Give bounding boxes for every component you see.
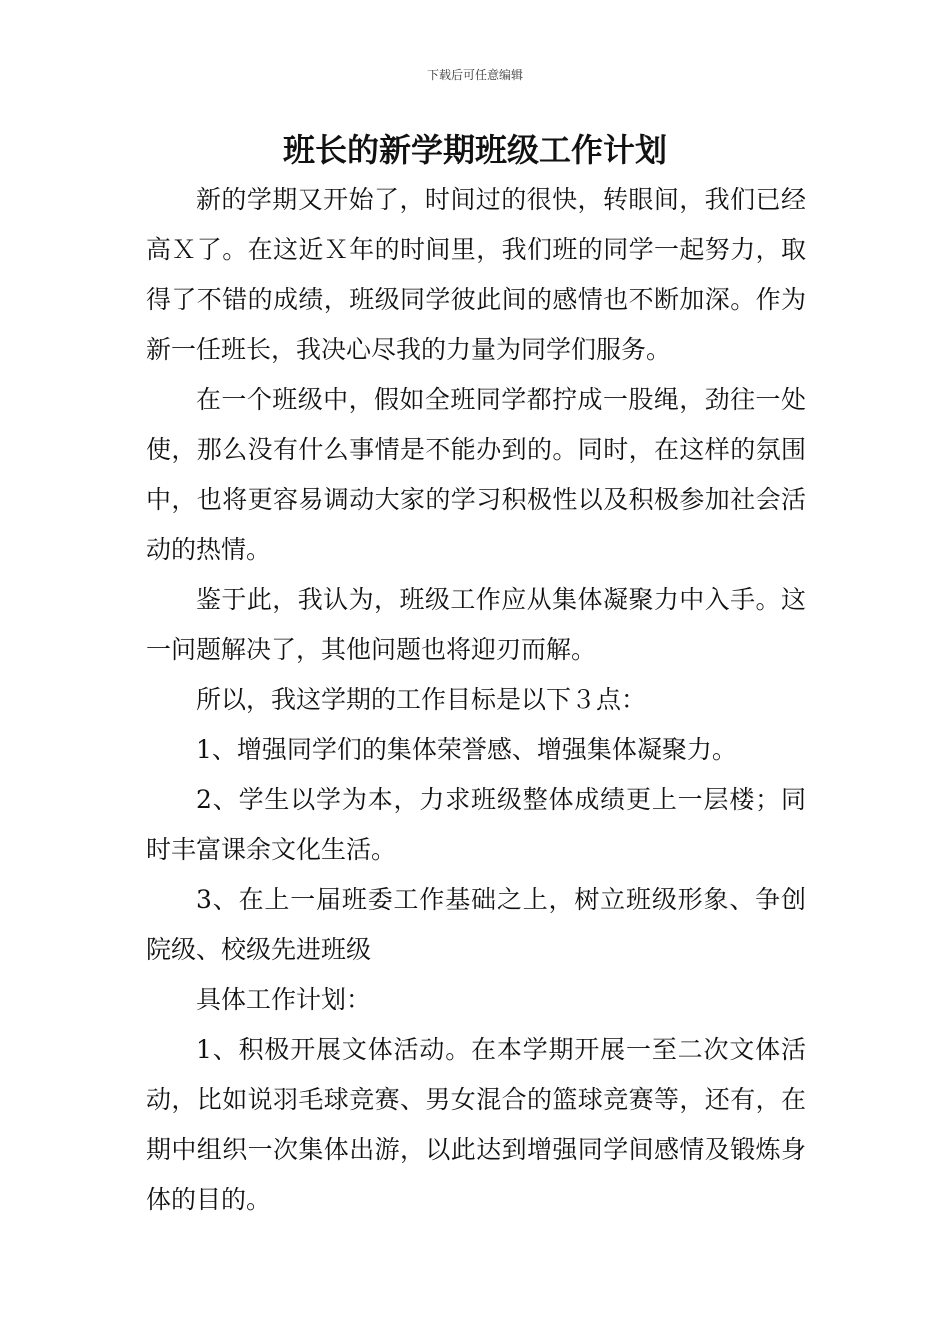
- paragraph-goals-intro: 所以，我这学期的工作目标是以下３点：: [196, 685, 647, 714]
- goal-item-1: 1、增强同学们的集体荣誉感、增强集体凝聚力。: [196, 735, 737, 764]
- paragraph-intro: 新的学期又开始了，时间过的很快，转眼间，我们已经高Ｘ了。在这近Ｘ年的时间里，我们班的同学一起努力，取得了不错的成绩，班级同学彼此间的感情也不断加深。作为新一任班长，我决心尽我的力量为同学们服务。: [146, 185, 806, 364]
- document-body: [146, 175, 806, 1225]
- plan-item-1: 1、积极开展文体活动。在本学期开展一至二次文体活动，比如说羽毛球竞赛、男女混合的篮球竞赛等，还有，在期中组织一次集体出游，以此达到增强同学间感情及锻炼身体的目的。: [146, 1035, 806, 1214]
- paragraph-approach: 鉴于此，我认为，班级工作应从集体凝聚力中入手。这一问题解决了，其他问题也将迎刃而解。: [146, 585, 806, 664]
- paragraph-unity: 在一个班级中，假如全班同学都拧成一股绳，劲往一处使，那么没有什么事情是不能办到的。同时，在这样的氛围中，也将更容易调动大家的学习积极性以及积极参加社会活动的热情。: [146, 385, 806, 564]
- goal-item-3: 3、在上一届班委工作基础之上，树立班级形象、争创院级、校级先进班级: [146, 885, 806, 964]
- plan-heading: 具体工作计划：: [196, 985, 372, 1014]
- document-title: 班长的新学期班级工作计划: [282, 131, 667, 169]
- goal-item-2: 2、学生以学为本，力求班级整体成绩更上一层楼；同时丰富课余文化生活。: [146, 785, 806, 864]
- header-note: 下载后可任意编辑: [426, 68, 523, 82]
